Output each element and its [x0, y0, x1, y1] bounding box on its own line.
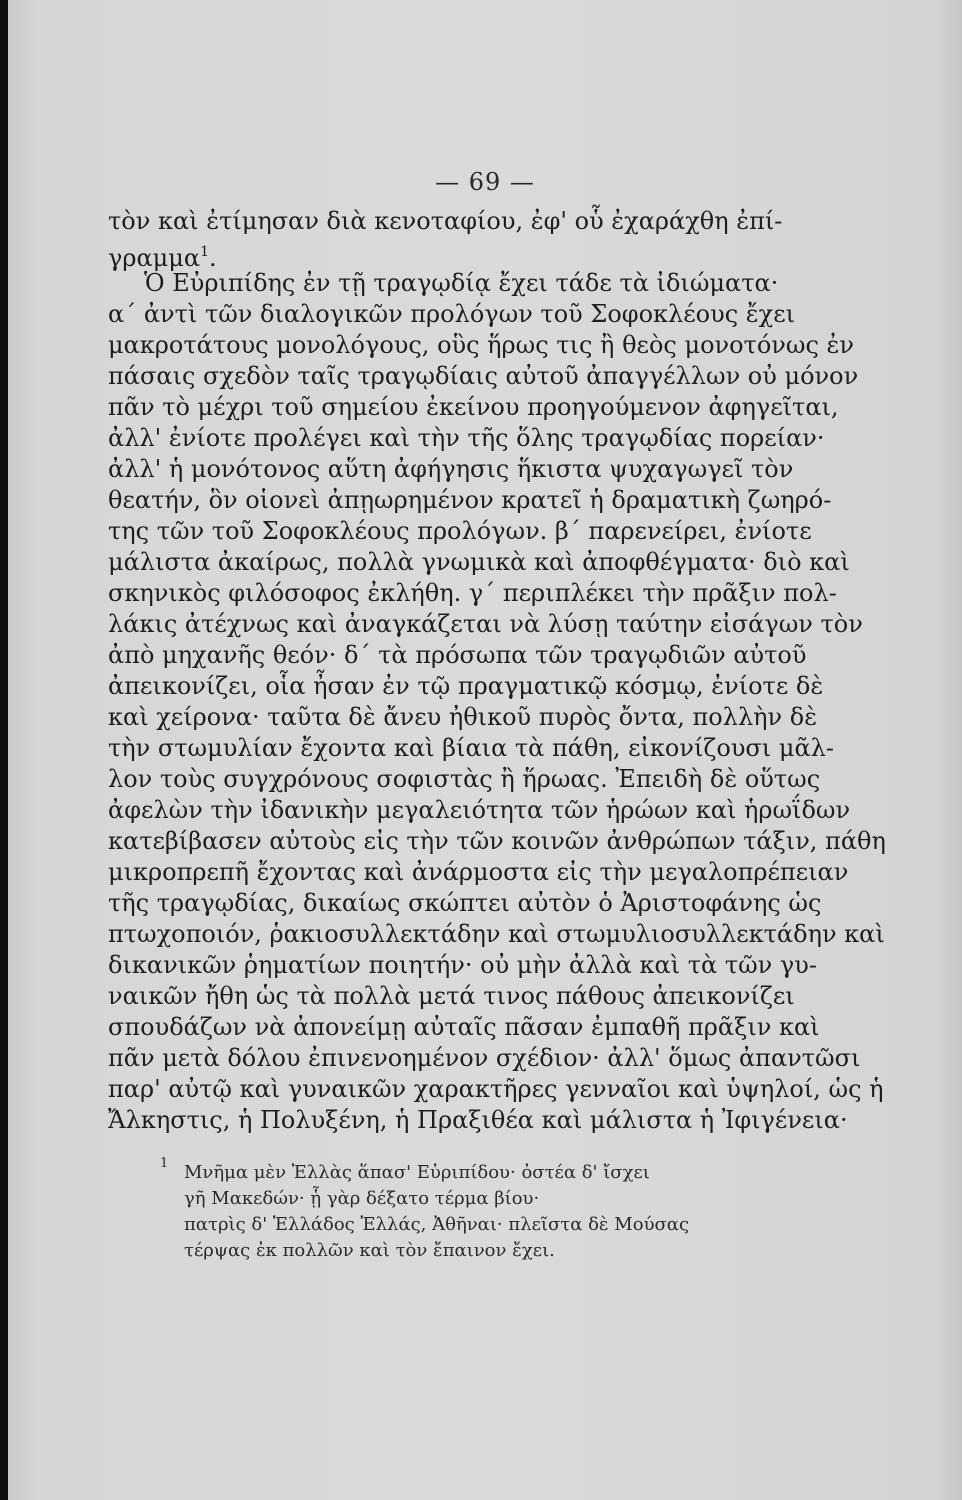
- text-line: λάκις ἀτέχνως καὶ ἀναγκάζεται νὰ λύσῃ ταύτην εἰσάγων τὸν: [108, 610, 863, 638]
- text-line: της τῶν τοῦ Σοφοκλέους προλόγων. β΄ παρενείρει, ἐνίοτε: [108, 517, 812, 545]
- footnote: [160, 1156, 690, 1264]
- text-line: ναικῶν ἤθη ὡς τὰ πολλὰ μετά τινος πάθους ἀπεικονίζει: [108, 982, 795, 1010]
- text-line: γραμμα$^1$.: [108, 244, 217, 272]
- page-number: — 69 —: [435, 168, 535, 196]
- footnote-reference[interactable]: 1: [200, 244, 209, 260]
- text-line: κατεβίβασεν αὐτοὺς εἰς τὴν τῶν κοινῶν ἀνθρώπων τάξιν, πάθη: [108, 827, 886, 855]
- text-line: μάλιστα ἀκαίρως, πολλὰ γνωμικὰ καὶ ἀποφθέγματα· διὸ καὶ: [108, 548, 850, 576]
- text-line: τὸν καὶ ἐτίμησαν διὰ κενοταφίου, ἐφ' οὗ ἐχαράχθη ἐπί-: [108, 207, 783, 235]
- text-line: μακροτάτους μονολόγους, οὓς ἥρως τις ἢ θεὸς μονοτόνως ἐν: [108, 331, 854, 359]
- footnote-line: πατρὶς δ' Ἑλλάδος Ἑλλάς, Ἀθῆναι· πλεῖστα δὲ Μούσας: [184, 1214, 690, 1235]
- text-line: ἀφελὼν τὴν ἰδανικὴν μεγαλειότητα τῶν ἡρώων καὶ ἡρωΐδων: [108, 796, 851, 824]
- text-line: σκηνικὸς φιλόσοφος ἐκλήθη. γ΄ περιπλέκει τὴν πρᾶξιν πολ-: [108, 579, 837, 607]
- text-line: μικροπρεπῆ ἔχοντας καὶ ἀνάρμοστα εἰς τὴν μεγαλοπρέπειαν: [108, 858, 849, 886]
- text-line: Ὁ Εὐριπίδης ἐν τῇ τραγῳδίᾳ ἔχει τάδε τὰ ἰδιώματα·: [144, 269, 779, 297]
- footnote-line: τέρψας ἐκ πολλῶν καὶ τὸν ἔπαινον ἔχει.: [184, 1240, 555, 1261]
- text-line: παρ' αὐτῷ καὶ γυναικῶν χαρακτῆρες γενναῖοι καὶ ὑψηλοί, ὡς ἡ: [108, 1075, 884, 1103]
- text-line: καὶ χείρονα· ταῦτα δὲ ἄνευ ἠθικοῦ πυρὸς ὄντα, πολλὴν δὲ: [108, 703, 818, 731]
- page-edge-shadow: [0, 0, 8, 1500]
- footnote-line: γῆ Μακεδών· ᾗ γὰρ δέξατο τέρμα βίου·: [184, 1188, 540, 1209]
- text-line: πᾶν τὸ μέχρι τοῦ σημείου ἐκείνου προηγούμενον ἀφηγεῖται,: [108, 393, 839, 421]
- text-line: Ἄλκηστις, ἡ Πολυξένη, ἡ Πραξιθέα καὶ μάλιστα ἡ Ἰφιγένεια·: [108, 1106, 848, 1134]
- text-line: ἀπεικονίζει, οἷα ἦσαν ἐν τῷ πραγματικῷ κόσμῳ, ἐνίοτε δὲ: [108, 672, 824, 700]
- text-line: α΄ ἀντὶ τῶν διαλογικῶν προλόγων τοῦ Σοφοκλέους ἔχει: [108, 300, 796, 328]
- body-text: [108, 206, 886, 1136]
- text-line: τὴν στωμυλίαν ἔχοντα καὶ βίαια τὰ πάθη, εἰκονίζουσι μᾶλ-: [108, 734, 834, 762]
- text-line: πτωχοποιόν, ῥακιοσυλλεκτάδην καὶ στωμυλιοσυλλεκτάδην καὶ: [108, 920, 885, 948]
- text-line: ἀλλ' ἐνίοτε προλέγει καὶ τὴν τῆς ὅλης τραγῳδίας πορείαν·: [108, 424, 825, 452]
- text-line-content: γραμμα: [108, 244, 201, 272]
- text-line: λον τοὺς συγχρόνους σοφιστὰς ἢ ἥρωας. Ἐπειδὴ δὲ οὕτως: [108, 765, 821, 793]
- text-line: πᾶν μετὰ δόλου ἐπινενοημένον σχέδιον· ἀλλ' ὅμως ἀπαντῶσι: [108, 1044, 861, 1072]
- text-line: τῆς τραγῳδίας, δικαίως σκώπτει αὐτὸν ὁ Ἀριστοφάνης ὡς: [108, 889, 822, 917]
- text-line: πάσαις σχεδὸν ταῖς τραγῳδίαις αὐτοῦ ἀπαγγέλλων οὐ μόνον: [108, 362, 859, 390]
- text-line: ἀπὸ μηχανῆς θεόν· δ΄ τὰ πρόσωπα τῶν τραγῳδιῶν αὐτοῦ: [108, 641, 807, 669]
- text-line: θεατήν, ὃν οἱονεὶ ἀπῃωρημένον κρατεῖ ἡ δραματικὴ ζωηρό-: [108, 486, 832, 514]
- text-line: δικανικῶν ῥηματίων ποιητήν· οὐ μὴν ἀλλὰ καὶ τὰ τῶν γυ-: [108, 951, 817, 979]
- footnote-line: Μνῆμα μὲν Ἑλλὰς ἅπασ' Εὐριπίδου· ὀστέα δ' ἴσχει: [184, 1162, 650, 1183]
- text-line: σπουδάζων νὰ ἀπονείμῃ αὐταῖς πᾶσαν ἐμπαθῆ πρᾶξιν καὶ: [108, 1013, 820, 1041]
- book-page: [8, 0, 962, 1500]
- footnote-mark: 1: [160, 1156, 169, 1171]
- text-line: ἀλλ' ἡ μονότονος αὕτη ἀφήγησις ἥκιστα ψυχαγωγεῖ τὸν: [108, 455, 794, 483]
